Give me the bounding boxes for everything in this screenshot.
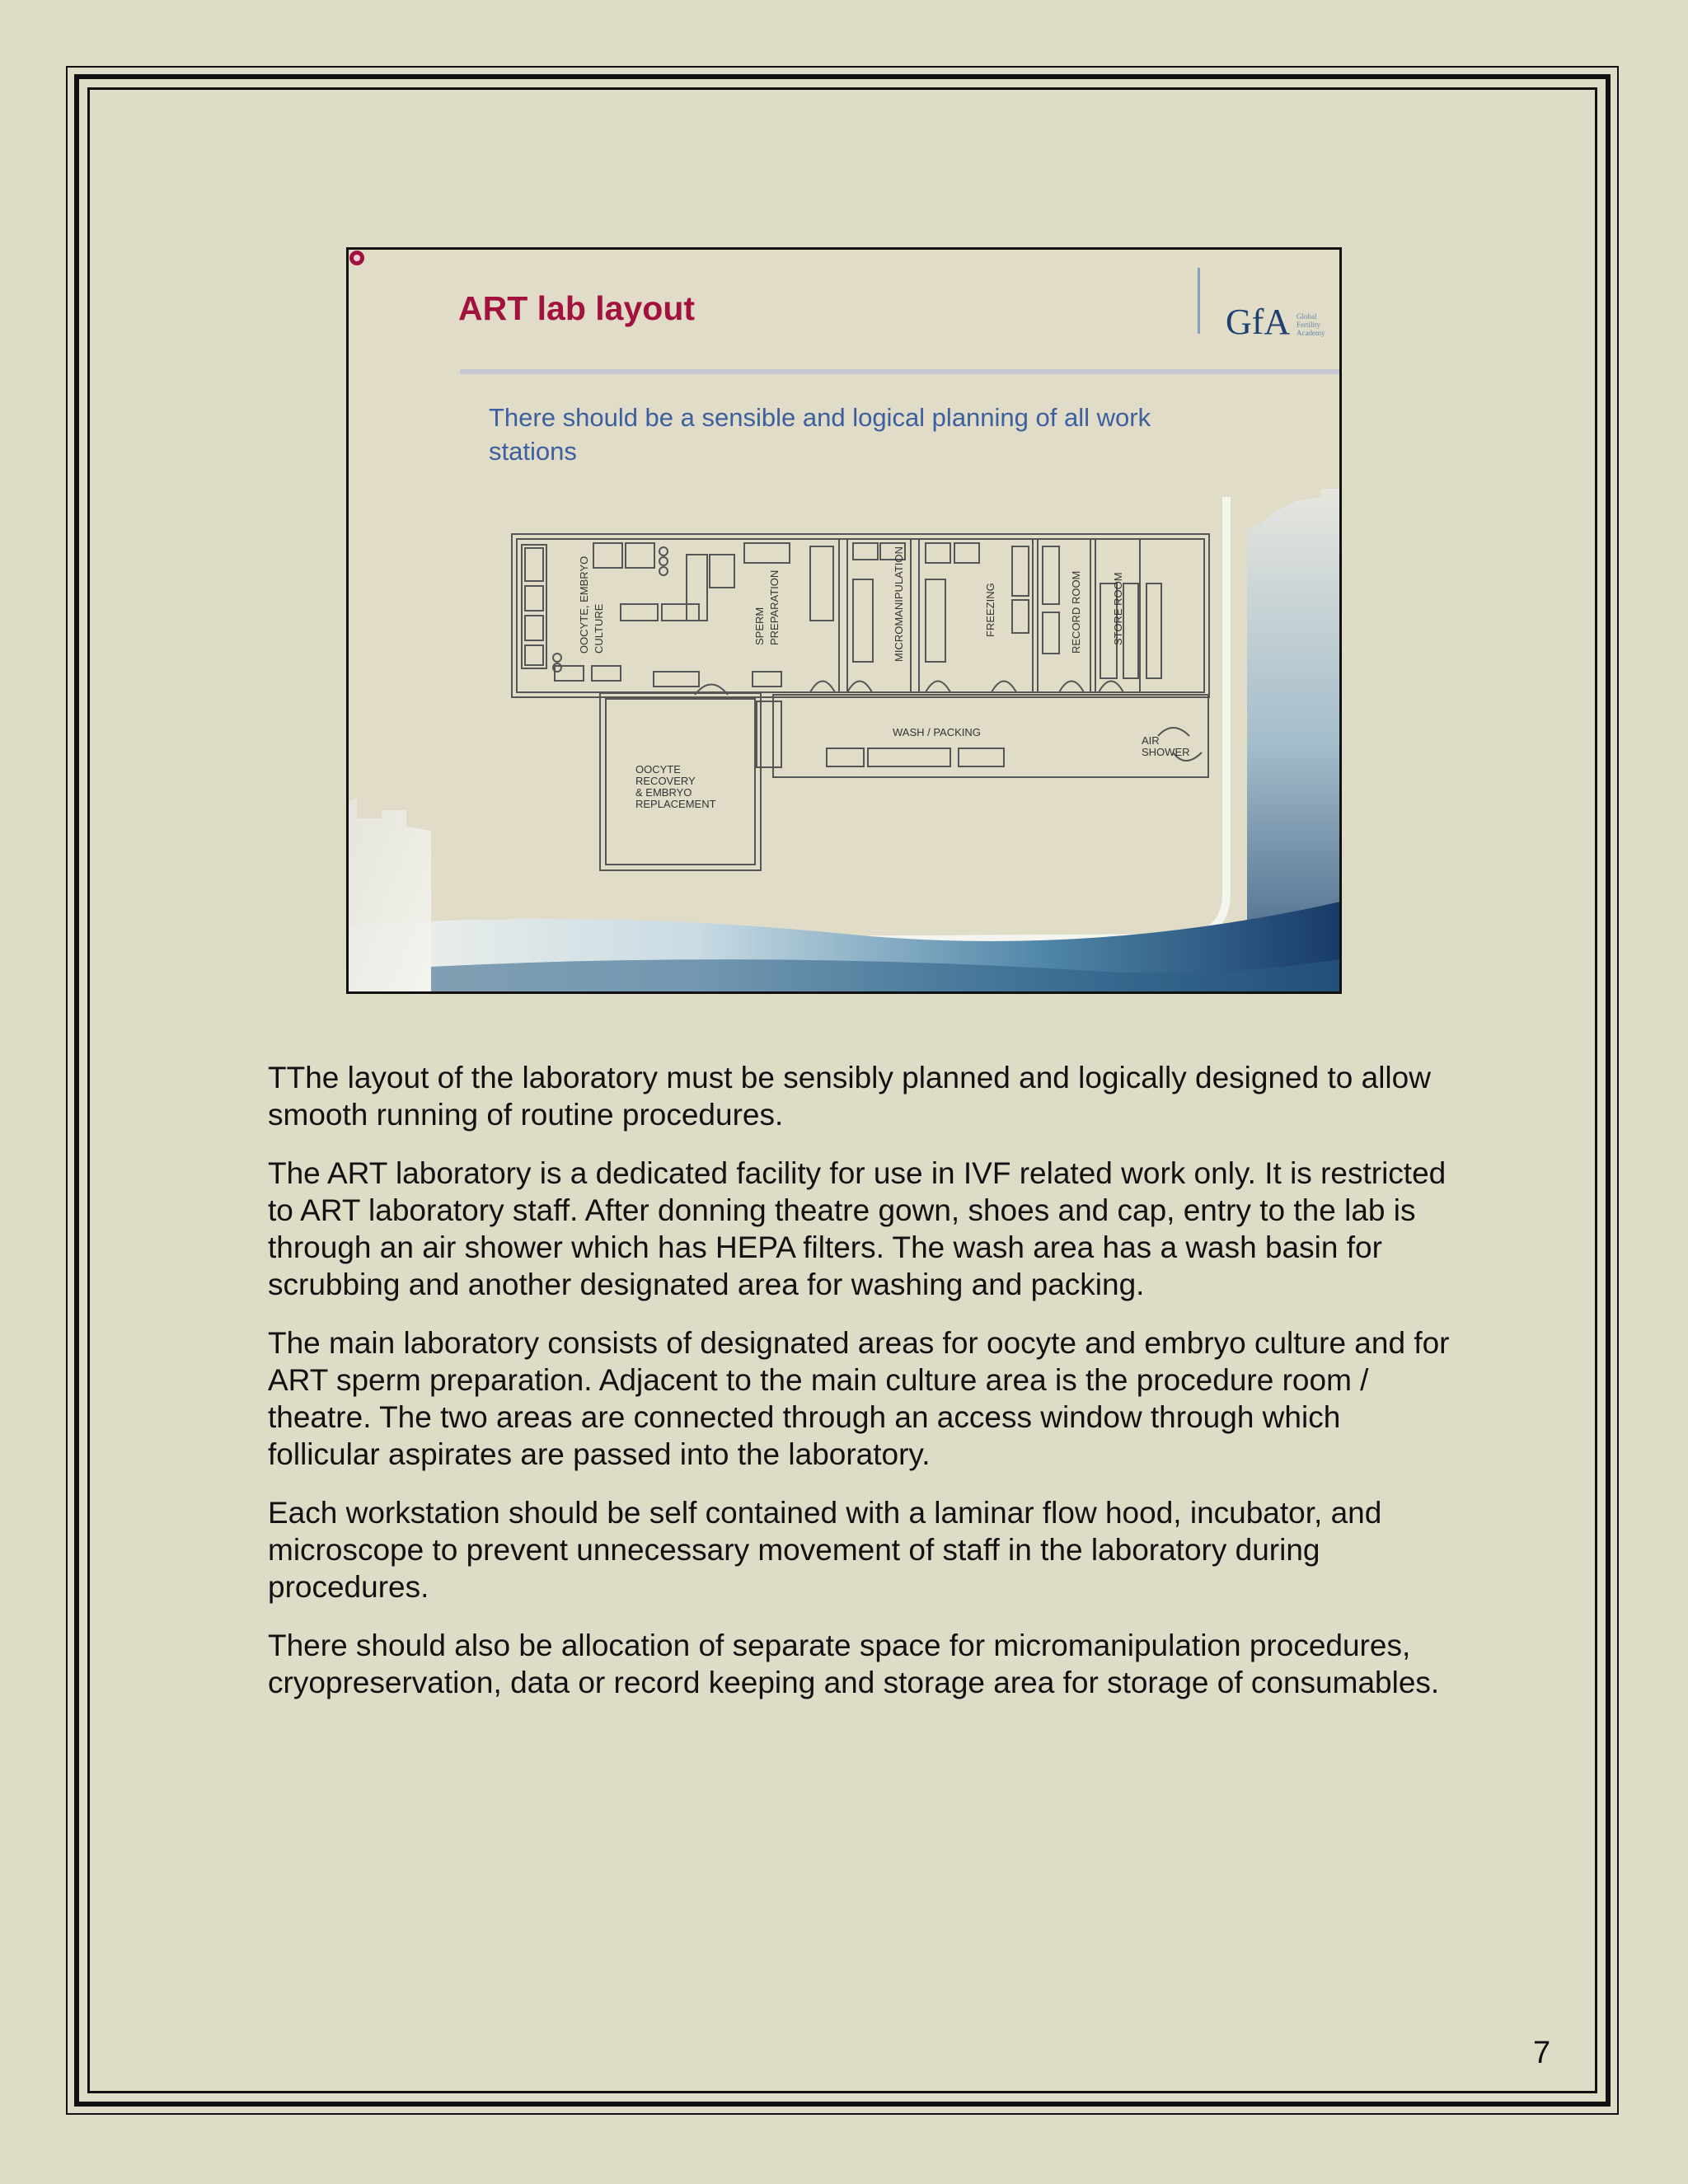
svg-text:& EMBRYO: & EMBRYO [635,786,692,799]
slide-image [346,247,1342,994]
svg-text:MICROMANIPULATION: MICROMANIPULATION [893,546,905,662]
paragraph-intro: TThe layout of the laboratory must be sensibly planned and logically designed to allow smooth running of routine procedures. [268,1061,1431,1132]
paragraph-main-lab: The main laboratory consists of designated areas for oocyte and embryo culture and for ART sperm preparation. Adjacent to the main culture area is the procedure room / theatre. The two areas are connected through an access window through which follicular aspirates are passed into the laboratory. [268,1326,1450,1471]
body-text [268,1059,1455,1722]
paragraph-facility: The ART laboratory is a dedicated facility for use in IVF related work only. It is restricted to ART laboratory staff. After donning theatre gown, shoes and cap, entry to the lab is through an air shower which has HEPA filters. The wash area has a wash basin for scrubbing and another designated area for washing and packing. [268,1156,1447,1301]
svg-text:Fertility: Fertility [1296,321,1320,329]
svg-text:STORE ROOM: STORE ROOM [1112,572,1124,645]
slide-title: ART lab layout [458,289,696,327]
svg-text:AIR: AIR [1142,734,1160,747]
svg-text:OOCYTE, EMBRYO: OOCYTE, EMBRYO [578,555,590,654]
svg-text:RECORD ROOM: RECORD ROOM [1070,570,1082,654]
floor-plan [349,250,1342,994]
svg-text:SHOWER: SHOWER [1142,746,1190,758]
svg-text:FREEZING: FREEZING [984,583,996,637]
svg-text:PREPARATION: PREPARATION [768,569,781,645]
svg-text:RECOVERY: RECOVERY [635,775,696,787]
page-number: 7 [1533,2036,1551,2070]
svg-text:SPERM: SPERM [753,607,766,645]
svg-text:CULTURE: CULTURE [593,603,605,654]
floor-plan-outline [512,534,1209,697]
paragraph-allocation: There should also be allocation of separate space for micromanipulation procedures, cryopreservation, data or record keeping and storage area for storage of consumables. [268,1629,1440,1699]
svg-text:Academy: Academy [1296,329,1325,337]
svg-text:WASH / PACKING: WASH / PACKING [893,726,981,738]
paragraph-workstation: Each workstation should be self contained with a laminar flow hood, incubator, and microscope to prevent unnecessary movement of staff in the laboratory during procedures. [268,1496,1382,1604]
logo-mark: GfA [1226,302,1291,342]
svg-text:REPLACEMENT: REPLACEMENT [635,798,716,810]
svg-text:Global: Global [1296,312,1317,321]
slide-bullet-text: There should be a sensible and logical planning of all work stations [489,403,1151,466]
svg-text:OOCYTE: OOCYTE [635,763,681,776]
